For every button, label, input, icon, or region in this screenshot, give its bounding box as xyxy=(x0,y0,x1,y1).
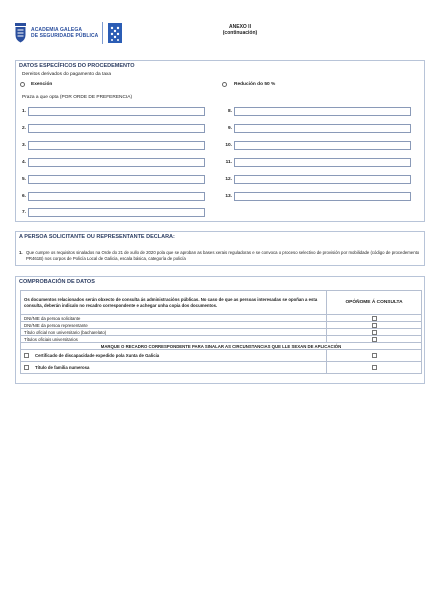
circumstance-checkbox[interactable] xyxy=(24,353,29,358)
oppose-checkbox[interactable] xyxy=(372,330,377,335)
document-label: DNI/NIE da persoa representante xyxy=(21,322,327,329)
circumstance-label: Título de familia numerosa xyxy=(35,364,90,370)
circumstances-header: MARQUE O RECADRO CORRESPONDENTE PARA SINALAR AS CIRCUNSTANCIAS QUE LLE SEXAN DE APLICACIÓN xyxy=(21,343,422,350)
reduction-radio[interactable] xyxy=(222,82,227,87)
table-row xyxy=(21,322,422,329)
oppose-checkbox[interactable] xyxy=(372,365,377,370)
table-row xyxy=(21,343,422,350)
oppose-consultation-header: OPÓÑOME Á CONSULTA xyxy=(327,291,422,315)
declaration-item-text: Que cumpre os requisitos sinalados na Orde do 21 de xullo de 2020 pola que se aproban as bases xerais reguladoras e se convoca o proceso selectivo de provisión por mobilidade (código de procedemento PR461B) nos corpos de Policía Local de Galicia, escala básica, categoría de policía xyxy=(26,250,420,261)
oppose-checkbox[interactable] xyxy=(372,337,377,342)
document-label: DNI/NIE da persoa solicitante xyxy=(21,315,327,322)
field-number: 9. xyxy=(227,126,232,131)
field-number: 1. xyxy=(21,109,26,114)
position-input-7[interactable] xyxy=(28,208,205,217)
logo-line-1: ACADEMIA GALEGA xyxy=(31,27,83,33)
positions-label: Praza a que opta (POR ORDE DE PREFERENCIA) xyxy=(22,95,133,100)
document-label: Títulos oficiais universitarios xyxy=(21,336,327,343)
logo-divider xyxy=(102,22,103,44)
oppose-checkbox[interactable] xyxy=(372,316,377,321)
field-number: 13. xyxy=(225,194,232,199)
exemption-label: Exención xyxy=(31,82,53,87)
table-row xyxy=(21,336,422,343)
section-title: A PERSOA SOLICITANTE OU REPRESENTANTE DECLARA: xyxy=(19,234,175,240)
verification-table xyxy=(20,290,422,374)
xunta-emblem-icon xyxy=(108,23,122,43)
annex-subtitle: (continuación) xyxy=(222,30,258,36)
position-input-11[interactable] xyxy=(234,158,411,167)
exemption-radio[interactable] xyxy=(20,82,25,87)
oppose-checkbox[interactable] xyxy=(372,323,377,328)
position-input-2[interactable] xyxy=(28,124,205,133)
verification-intro: Os documentos relacionados serán obxecto de consulta ás administracións públicas. No caso de que as persoas interesadas se opoñan a esta consulta, deberán indicalo no recadro correspondente e achegar unha copia dos documentos. xyxy=(21,291,327,315)
field-number: 10. xyxy=(225,143,232,148)
position-input-13[interactable] xyxy=(234,192,411,201)
position-input-3[interactable] xyxy=(28,141,205,150)
fee-rights-label: Dereitos derivados do pagamento da taxa xyxy=(22,72,112,77)
field-number: 3. xyxy=(21,143,26,148)
position-input-6[interactable] xyxy=(28,192,205,201)
field-number: 4. xyxy=(21,160,26,165)
data-verification-section xyxy=(15,276,425,384)
declaration-item-number: 1. xyxy=(19,250,23,255)
section-title: DATOS ESPECÍFICOS DO PROCEDEMENTO xyxy=(19,63,135,69)
table-header-row xyxy=(21,291,422,315)
field-number: 8. xyxy=(227,109,232,114)
specific-data-section xyxy=(15,60,425,222)
position-input-10[interactable] xyxy=(234,141,411,150)
logo-text xyxy=(31,27,97,39)
field-number: 6. xyxy=(21,194,26,199)
position-input-9[interactable] xyxy=(234,124,411,133)
oppose-checkbox[interactable] xyxy=(372,353,377,358)
circumstance-label: Certificado de discapacidade expedido pola Xunta de Galicia xyxy=(35,352,160,358)
position-input-5[interactable] xyxy=(28,175,205,184)
position-input-1[interactable] xyxy=(28,107,205,116)
declaration-section xyxy=(15,231,425,266)
table-row xyxy=(21,315,422,322)
field-number: 5. xyxy=(21,177,26,182)
table-row xyxy=(21,350,422,362)
annex-heading xyxy=(205,24,275,36)
position-input-4[interactable] xyxy=(28,158,205,167)
position-input-8[interactable] xyxy=(234,107,411,116)
table-row xyxy=(21,329,422,336)
document-label: Título oficial non universitario (bacharelato) xyxy=(21,329,327,336)
agasp-logo xyxy=(15,22,122,44)
circumstance-checkbox[interactable] xyxy=(24,365,29,370)
shield-icon xyxy=(15,23,26,43)
section-title: COMPROBACIÓN DE DATOS xyxy=(19,279,95,285)
reduction-label: Redución do 50 % xyxy=(234,82,276,87)
logo-line-2: DE SEGURIDADE PÚBLICA xyxy=(31,33,99,39)
annex-title: ANEXO II xyxy=(229,24,251,30)
field-number: 2. xyxy=(21,126,26,131)
page-header xyxy=(0,0,439,56)
position-input-12[interactable] xyxy=(234,175,411,184)
field-number: 7. xyxy=(21,210,26,215)
field-number: 11. xyxy=(225,160,232,165)
field-number: 12. xyxy=(225,177,232,182)
table-row xyxy=(21,362,422,374)
